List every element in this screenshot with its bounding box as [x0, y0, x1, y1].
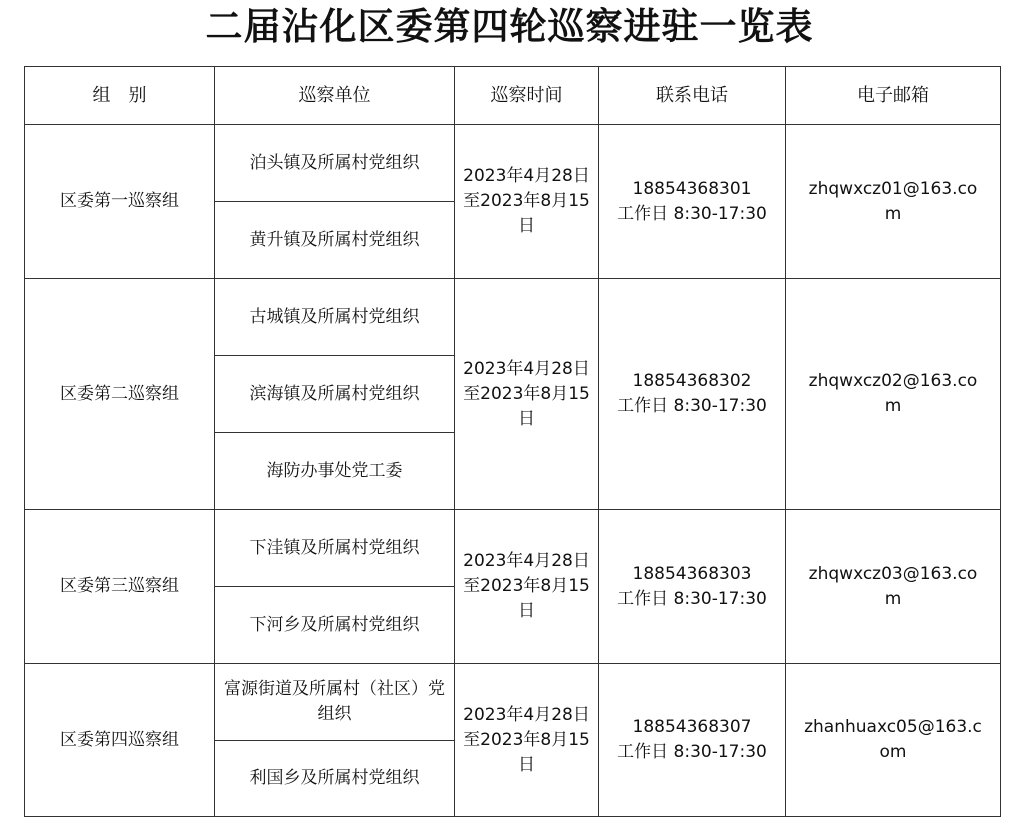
group-name-cell: 区委第一巡察组: [25, 125, 215, 279]
phone-cell: [599, 664, 786, 817]
email-line: m: [884, 396, 902, 416]
header-phone: 联系电话: [599, 67, 786, 125]
time-line: 2023年4月28日: [463, 166, 590, 186]
group-name-cell: 区委第二巡察组: [25, 279, 215, 510]
time-line: 日: [518, 754, 535, 775]
time-line: 日: [518, 408, 535, 429]
unit-cell: 古城镇及所属村党组织: [215, 279, 455, 356]
phone-cell: [599, 510, 786, 664]
table-header-row: [25, 67, 1001, 125]
phone-cell: [599, 279, 786, 510]
time-cell: [455, 279, 599, 510]
working-hours: 工作日 8:30-17:30: [617, 396, 767, 416]
working-hours: 工作日 8:30-17:30: [617, 742, 767, 762]
unit-cell: 滨海镇及所属村党组织: [215, 356, 455, 433]
time-cell: [455, 125, 599, 279]
time-line: 至2023年8月15: [463, 383, 590, 404]
unit-cell: 下洼镇及所属村党组织: [215, 510, 455, 587]
email-line: m: [884, 203, 902, 224]
time-line: 至2023年8月15: [463, 576, 590, 596]
table-row: [25, 125, 1001, 202]
email-cell: [786, 510, 1001, 664]
time-line: 日: [518, 216, 535, 236]
table-row: [25, 279, 1001, 356]
unit-cell: 海防办事处党工委: [215, 433, 455, 510]
unit-cell: 利国乡及所属村党组织: [215, 741, 455, 817]
header-group: 组 别: [25, 67, 215, 125]
unit-cell: 下河乡及所属村党组织: [215, 587, 455, 664]
email-cell: [786, 125, 1001, 279]
page-title: 二届沾化区委第四轮巡察进驻一览表: [205, 5, 814, 48]
email-cell: [786, 664, 1001, 817]
email-cell: [786, 279, 1001, 510]
unit-cell: 富源街道及所属村（社区）党组织: [215, 664, 455, 741]
unit-cell: 黄升镇及所属村党组织: [215, 202, 455, 279]
phone-cell: [599, 125, 786, 279]
time-line: 日: [518, 601, 535, 621]
email-line: zhanhuaxc05@163.c: [804, 717, 982, 737]
email-line: zhqwxcz02@163.co: [808, 371, 978, 391]
phone-number: 18854368307: [632, 717, 752, 737]
time-cell: [455, 510, 599, 664]
email-line: m: [884, 588, 902, 609]
time-line: 至2023年8月15: [463, 191, 590, 211]
email-line: om: [879, 742, 907, 762]
time-line: 2023年4月28日: [463, 551, 590, 571]
time-line: 2023年4月28日: [463, 358, 590, 379]
header-time: 巡察时间: [455, 67, 599, 125]
phone-number: 18854368303: [632, 563, 752, 584]
header-unit: 巡察单位: [215, 67, 455, 125]
table-row: [25, 664, 1001, 741]
header-email: 电子邮箱: [786, 67, 1001, 125]
email-line: zhqwxcz03@163.co: [808, 563, 978, 584]
group-name-cell: 区委第三巡察组: [25, 510, 215, 664]
phone-number: 18854368302: [632, 371, 752, 391]
group-name-cell: 区委第四巡察组: [25, 664, 215, 817]
working-hours: 工作日 8:30-17:30: [617, 203, 767, 224]
unit-cell: 泊头镇及所属村党组织: [215, 125, 455, 202]
time-line: 至2023年8月15: [463, 729, 590, 750]
inspection-roster-table: [24, 66, 1001, 817]
email-line: zhqwxcz01@163.co: [808, 178, 978, 199]
phone-number: 18854368301: [632, 178, 752, 199]
time-cell: [455, 664, 599, 817]
table-row: [25, 510, 1001, 587]
time-line: 2023年4月28日: [463, 704, 590, 725]
working-hours: 工作日 8:30-17:30: [617, 588, 767, 609]
